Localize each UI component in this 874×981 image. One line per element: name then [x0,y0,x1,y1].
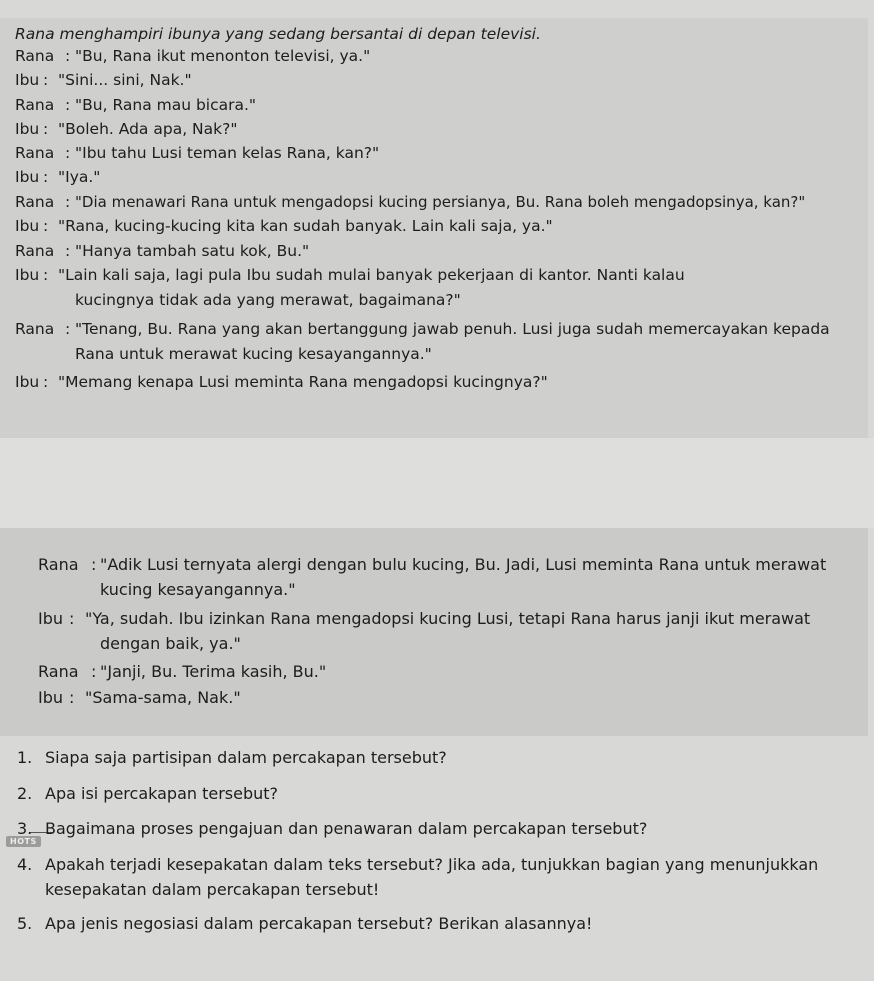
utterance-text-cont: kucing kesayangannya." [100,580,296,599]
utterance-text: "Bu, Rana mau bicara." [75,96,257,114]
speaker-label: Rana [15,144,55,162]
speaker-colon: : [43,168,49,186]
speaker-label: Rana [38,555,79,574]
utterance-text: "Ibu tahu Lusi teman kelas Rana, kan?" [75,144,380,162]
utterance-text: "Tenang, Bu. Rana yang akan bertanggung jawab penuh. Lusi juga sudah memercayakan kepada [75,320,830,338]
utterance-text-cont: kucingnya tidak ada yang merawat, bagaimana?" [75,291,461,309]
speaker-label: Rana [15,242,55,260]
speaker-colon: : [43,373,49,391]
speaker-label: Ibu [38,609,64,628]
question-number: 5. [17,914,33,933]
question-text-cont: kesepakatan dalam percakapan tersebut! [45,880,380,899]
speaker-label: Ibu [38,688,64,707]
utterance-text: "Lain kali saja, lagi pula Ibu sudah mulai banyak pekerjaan di kantor. Nanti kalau [58,266,685,284]
question-text: Apa jenis negosiasi dalam percakapan tersebut? Berikan alasannya! [45,914,593,933]
speaker-colon: : [65,144,71,162]
speaker-label: Rana [15,320,55,338]
hots-badge: HOTS [6,836,41,847]
utterance-text: "Boleh. Ada apa, Nak?" [58,120,238,138]
utterance-text: "Ya, sudah. Ibu izinkan Rana mengadopsi kucing Lusi, tetapi Rana harus janji ikut merawat [85,609,811,628]
speaker-colon: : [65,96,71,114]
speaker-colon: : [43,120,49,138]
utterance-text: "Sini... sini, Nak." [58,71,192,89]
speaker-label: Rana [15,193,55,211]
speaker-label: Ibu [15,71,40,89]
question-number: 3. [17,819,33,838]
speaker-colon: : [69,688,75,707]
speaker-label: Rana [15,47,55,65]
utterance-text: "Dia menawari Rana untuk mengadopsi kucing persianya, Bu. Rana boleh mengadopsinya, kan?" [75,193,806,211]
speaker-colon: : [43,266,49,284]
blank-gap [0,438,874,528]
speaker-colon: : [65,193,71,211]
speaker-colon: : [69,609,75,628]
speaker-colon: : [91,662,97,681]
speaker-label: Ibu [15,120,40,138]
utterance-text: "Rana, kucing-kucing kita kan sudah banyak. Lain kali saja, ya." [58,217,553,235]
intro-text: Rana menghampiri ibunya yang sedang bersantai di depan televisi. [15,25,541,43]
utterance-text-cont: dengan baik, ya." [100,634,241,653]
speaker-label: Ibu [15,266,40,284]
utterance-text: "Bu, Rana ikut menonton televisi, ya." [75,47,371,65]
question-text: Siapa saja partisipan dalam percakapan tersebut? [45,748,447,767]
speaker-label: Rana [38,662,79,681]
question-number: 1. [17,748,33,767]
speaker-label: Ibu [15,168,40,186]
speaker-colon: : [65,242,71,260]
utterance-text: "Iya." [58,168,101,186]
question-text: Apakah terjadi kesepakatan dalam teks tersebut? Jika ada, tunjukkan bagian yang menunjukkan [45,855,819,874]
speaker-colon: : [43,71,49,89]
question-text: Bagaimana proses pengajuan dan penawaran dalam percakapan tersebut? [45,819,648,838]
speaker-label: Ibu [15,217,40,235]
question-number: 2. [17,784,33,803]
speaker-colon: : [43,217,49,235]
speaker-label: Ibu [15,373,40,391]
utterance-text: "Janji, Bu. Terima kasih, Bu." [100,662,327,681]
utterance-text: "Sama-sama, Nak." [85,688,241,707]
question-text: Apa isi percakapan tersebut? [45,784,279,803]
speaker-colon: : [65,320,71,338]
speaker-colon: : [65,47,71,65]
utterance-text: "Adik Lusi ternyata alergi dengan bulu kucing, Bu. Jadi, Lusi meminta Rana untuk merawat [100,555,827,574]
speaker-colon: : [91,555,97,574]
utterance-text: "Memang kenapa Lusi meminta Rana mengadopsi kucingnya?" [58,373,548,391]
speaker-label: Rana [15,96,55,114]
utterance-text: "Hanya tambah satu kok, Bu." [75,242,310,260]
question-number: 4. [17,855,33,874]
utterance-text-cont: Rana untuk merawat kucing kesayangannya." [75,345,432,363]
